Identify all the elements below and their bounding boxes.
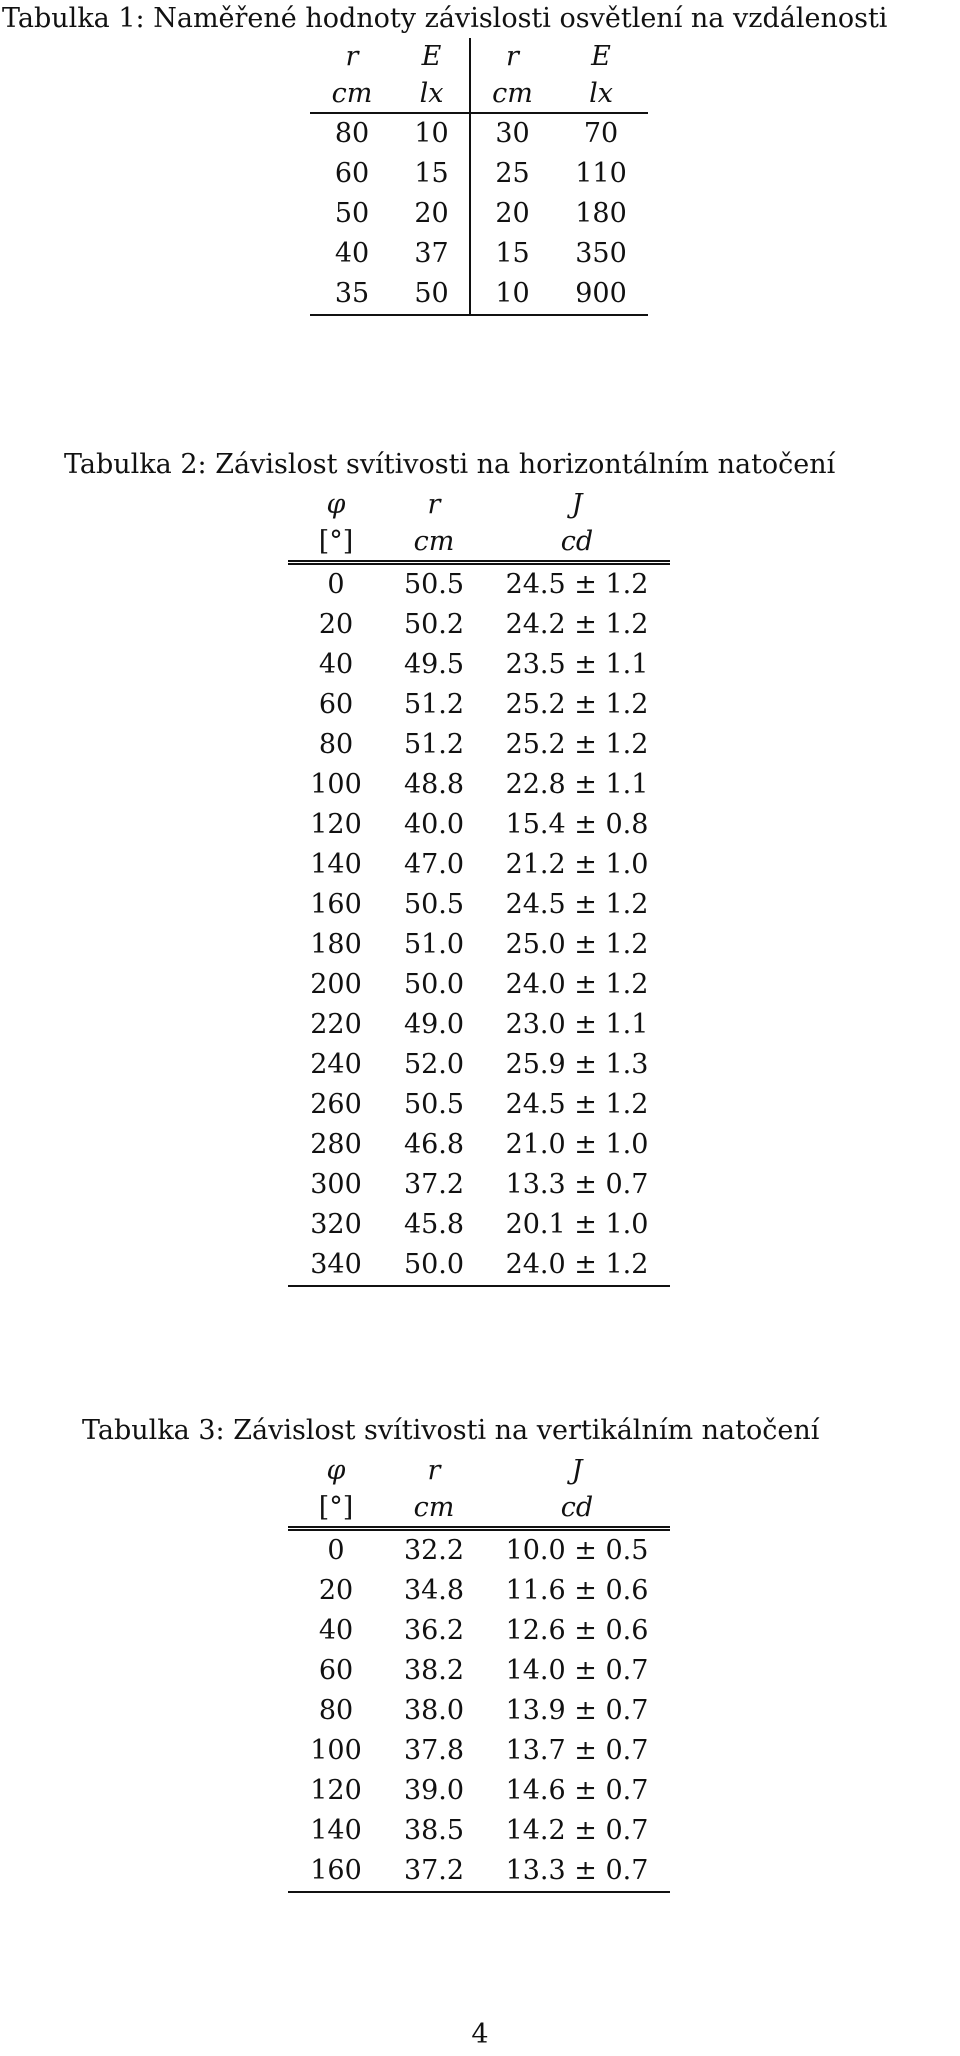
table-cell: 140 — [310, 1815, 362, 1846]
table2-header-J: J — [571, 489, 583, 520]
table1-unit-lx: lx — [419, 78, 444, 109]
table-cell: 49.0 — [403, 1009, 465, 1040]
table-cell: 350 — [575, 238, 627, 269]
table-cell: 60 — [318, 689, 354, 720]
table1-header-r2: r — [470, 38, 554, 75]
table-cell: 50.2 — [403, 609, 465, 640]
table-cell: 46.8 — [403, 1129, 465, 1160]
table-cell: 120 — [310, 809, 362, 840]
table-cell: 100 — [310, 1735, 362, 1766]
table1-unit-cm2: cm — [470, 75, 554, 113]
table3-caption: Tabulka 3: Závislost svítivosti na vertikálním natočení — [82, 1415, 820, 1446]
table3-header-r: r — [427, 1455, 441, 1486]
table-row — [310, 194, 648, 234]
table-cell: 23.5 ± 1.1 — [505, 649, 649, 680]
table-cell: 38.5 — [403, 1815, 465, 1846]
table-cell: 23.0 ± 1.1 — [505, 1009, 649, 1040]
table-cell: 38.0 — [403, 1695, 465, 1726]
table2-header-r: r — [427, 489, 441, 520]
table-row — [288, 725, 670, 765]
table-cell: 40 — [334, 238, 370, 269]
table-cell: 160 — [288, 1851, 384, 1892]
table-row — [288, 925, 670, 965]
table-row — [288, 1205, 670, 1245]
table-cell: 120 — [310, 1775, 362, 1806]
table-cell: 80 — [318, 1695, 354, 1726]
table-cell: 320 — [310, 1209, 362, 1240]
table-cell: 37 — [414, 238, 449, 269]
table-cell: 60 — [334, 158, 370, 189]
table-cell: 80 — [310, 113, 394, 154]
table-cell: 30 — [470, 113, 554, 154]
table-row — [288, 805, 670, 845]
table-cell: 160 — [310, 889, 362, 920]
table-row — [288, 845, 670, 885]
table-row — [288, 765, 670, 805]
table2-horizontal-luminous-intensity — [288, 486, 670, 1287]
table-cell: 13.7 ± 0.7 — [505, 1735, 649, 1766]
table-cell: 24.2 ± 1.2 — [505, 609, 649, 640]
table-cell: 25.2 ± 1.2 — [505, 689, 649, 720]
table-cell: 37.8 — [403, 1735, 465, 1766]
table3-header-J: J — [571, 1455, 583, 1486]
table-cell: 15.4 ± 0.8 — [505, 809, 649, 840]
table3-header-phi: φ — [326, 1455, 346, 1486]
table-row — [288, 1811, 670, 1851]
table-cell: 21.2 ± 1.0 — [505, 849, 649, 880]
table-row — [288, 1125, 670, 1165]
table-cell: 38.2 — [403, 1655, 465, 1686]
table-cell: 180 — [310, 929, 362, 960]
table-cell: 110 — [575, 158, 627, 189]
table-cell: 80 — [318, 729, 354, 760]
table-row — [288, 1045, 670, 1085]
table-row — [288, 1571, 670, 1611]
table2-unit-cm: cm — [413, 526, 455, 557]
table-cell: 15 — [414, 158, 449, 189]
table-row — [288, 1529, 670, 1572]
table-cell: 37.2 — [403, 1169, 465, 1200]
table-cell: 51.2 — [403, 689, 465, 720]
table-cell: 51.2 — [403, 729, 465, 760]
table-cell: 24.0 ± 1.2 — [484, 1245, 670, 1286]
table-cell: 12.6 ± 0.6 — [505, 1615, 649, 1646]
table-cell: 50.5 — [403, 889, 465, 920]
table2-caption: Tabulka 2: Závislost svítivosti na horizontálním natočení — [64, 449, 836, 480]
table-row — [288, 1851, 670, 1892]
table1-header-row — [310, 38, 648, 75]
table-cell: 50.0 — [403, 969, 465, 1000]
table-cell: 25 — [470, 154, 554, 194]
table-cell: 20 — [470, 194, 554, 234]
table1-header-E2: E — [591, 41, 611, 72]
table2-unit-row — [288, 523, 670, 563]
table3-unit-cm: cm — [413, 1492, 455, 1523]
table-cell: 15 — [470, 234, 554, 274]
table-cell: 25.0 ± 1.2 — [505, 929, 649, 960]
table1-caption: Tabulka 1: Naměřené hodnoty závislosti osvětlení na vzdálenosti — [2, 3, 888, 34]
table-row — [310, 113, 648, 154]
table-cell: 24.5 ± 1.2 — [505, 889, 649, 920]
table-cell: 48.8 — [403, 769, 465, 800]
table3-unit-cd: cd — [560, 1492, 594, 1523]
table-cell: 25.2 ± 1.2 — [505, 729, 649, 760]
table-row — [288, 1165, 670, 1205]
table-row — [288, 1245, 670, 1286]
table-cell: 14.6 ± 0.7 — [505, 1775, 649, 1806]
table-cell: 35 — [310, 274, 394, 315]
table-cell: 140 — [310, 849, 362, 880]
table-cell: 24.5 ± 1.2 — [505, 1089, 649, 1120]
table-row — [288, 1731, 670, 1771]
table-cell: 21.0 ± 1.0 — [505, 1129, 649, 1160]
table-cell: 37.2 — [384, 1851, 484, 1892]
table-cell: 24.0 ± 1.2 — [505, 969, 649, 1000]
table-cell: 50.5 — [384, 563, 484, 606]
table-cell: 24.5 ± 1.2 — [484, 563, 670, 606]
table-cell: 14.0 ± 0.7 — [505, 1655, 649, 1686]
page-number: 4 — [471, 2019, 489, 2050]
table-cell: 100 — [310, 769, 362, 800]
table-cell: 51.0 — [403, 929, 465, 960]
table-cell: 20 — [318, 609, 354, 640]
table-cell: 200 — [310, 969, 362, 1000]
table-cell: 300 — [310, 1169, 362, 1200]
table-cell: 50 — [334, 198, 370, 229]
table-row — [310, 234, 648, 274]
table1-unit-lx2: lx — [589, 78, 613, 109]
table-row — [288, 1771, 670, 1811]
table-cell: 260 — [310, 1089, 362, 1120]
table-row — [288, 605, 670, 645]
table-cell: 0 — [288, 563, 384, 606]
table-cell: 40.0 — [403, 809, 465, 840]
table-cell: 47.0 — [403, 849, 465, 880]
table-cell: 50.5 — [403, 1089, 465, 1120]
table-cell: 49.5 — [403, 649, 465, 680]
table-cell: 34.8 — [403, 1575, 465, 1606]
table-cell: 13.3 ± 0.7 — [505, 1169, 649, 1200]
table-row — [288, 685, 670, 725]
table-cell: 10.0 ± 0.5 — [484, 1529, 670, 1572]
table-row — [288, 645, 670, 685]
table-cell: 20.1 ± 1.0 — [505, 1209, 649, 1240]
table3-unit-row — [288, 1489, 670, 1529]
table-row — [288, 1085, 670, 1125]
table2-unit-degree: [°] — [318, 526, 354, 557]
table-cell: 20 — [318, 1575, 354, 1606]
table-row — [288, 965, 670, 1005]
table1-header-r: r — [345, 41, 359, 72]
table-cell: 220 — [310, 1009, 362, 1040]
table-cell: 240 — [310, 1049, 362, 1080]
table-row — [310, 154, 648, 194]
table-cell: 45.8 — [403, 1209, 465, 1240]
table-cell: 52.0 — [403, 1049, 465, 1080]
table1-unit-cm: cm — [331, 78, 373, 109]
table-cell: 900 — [554, 274, 648, 315]
table2-unit-cd: cd — [560, 526, 594, 557]
table3-header-row — [288, 1452, 670, 1489]
table1-unit-row — [310, 75, 648, 113]
table-cell: 22.8 ± 1.1 — [505, 769, 649, 800]
table-cell: 25.9 ± 1.3 — [505, 1049, 649, 1080]
table-row — [288, 1691, 670, 1731]
table-cell: 11.6 ± 0.6 — [505, 1575, 649, 1606]
table-cell: 20 — [414, 198, 449, 229]
table-cell: 10 — [470, 274, 554, 315]
table3-vertical-luminous-intensity — [288, 1452, 670, 1893]
table2-header-row — [288, 486, 670, 523]
table-cell: 70 — [554, 113, 648, 154]
table-cell: 280 — [310, 1129, 362, 1160]
table-cell: 32.2 — [384, 1529, 484, 1572]
table-cell: 13.3 ± 0.7 — [484, 1851, 670, 1892]
table-row — [310, 274, 648, 315]
table-cell: 180 — [575, 198, 627, 229]
table-cell: 60 — [318, 1655, 354, 1686]
table1-distance-illuminance — [310, 38, 648, 316]
table-cell: 0 — [288, 1529, 384, 1572]
table1-header-E: E — [421, 41, 442, 72]
table-row — [288, 1611, 670, 1651]
table-cell: 40 — [318, 1615, 354, 1646]
table-cell: 10 — [394, 113, 470, 154]
table-cell: 50.0 — [384, 1245, 484, 1286]
table-cell: 50 — [394, 274, 470, 315]
table-row — [288, 563, 670, 606]
table-cell: 36.2 — [403, 1615, 465, 1646]
table2-header-phi: φ — [326, 489, 346, 520]
table-cell: 14.2 ± 0.7 — [505, 1815, 649, 1846]
table-cell: 39.0 — [403, 1775, 465, 1806]
table-cell: 340 — [288, 1245, 384, 1286]
table-cell: 13.9 ± 0.7 — [505, 1695, 649, 1726]
table3-unit-degree: [°] — [318, 1492, 354, 1523]
table-row — [288, 1651, 670, 1691]
table-cell: 40 — [318, 649, 354, 680]
table-row — [288, 885, 670, 925]
table-row — [288, 1005, 670, 1045]
